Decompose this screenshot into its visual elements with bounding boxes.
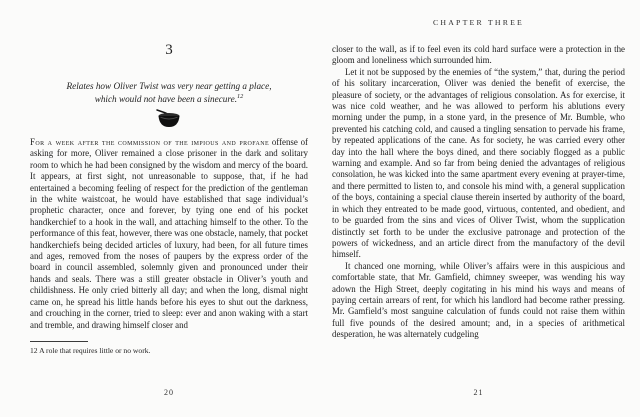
body-paragraph — [30, 137, 308, 331]
left-page — [30, 0, 308, 417]
footnote-text: A role that requires little or no work. — [39, 346, 151, 355]
chapter-epigraph — [30, 80, 308, 106]
epigraph-line-2: which would not have been a sinecure. — [94, 94, 237, 104]
chapter-number: 3 — [165, 42, 173, 58]
chapter-ornament — [30, 108, 308, 135]
footnote-rule — [30, 341, 88, 342]
footnote-reference: 12 — [237, 92, 244, 100]
running-head: CHAPTER THREE — [432, 18, 525, 27]
left-page-body — [30, 137, 308, 331]
body-paragraph: closer to the wall, as if to feel even its cold hard surface were a protection in the gloom and loneliness which surrounded him. — [332, 44, 625, 66]
right-page-number: 21 — [473, 388, 484, 397]
right-page-body — [332, 44, 625, 341]
body-paragraph: It chanced one morning, while Oliver’s affairs were in this auspicious and comfortable state, that Mr. Gamfield, chimney sweeper, was wending his way adown the High Street, deeply cogitating in his mind his ways and means of paying certain arrears of rent, for which his landlord had become rather pressing. Mr. Gamfield’s most sanguine calculation of funds could not raise them within full five pounds of the desired amount; and, in a species of arithmetical desperation, he was alternately cudgeling — [332, 260, 625, 340]
body-paragraph: Let it not be supposed by the enemies of “the system,” that, during the period of his solitary incarceration, Oliver was denied the benefit of exercise, the pleasure of society, or the advantages of religious consolation. As for exercise, it was nice cold weather, and he was allowed to perform his ablutions every morning under the pump, in a stone yard, in the presence of Mr. Bumble, who prevented his catching cold, and caused a tingling sensation to pervade his frame, by repeated applications of the cane. As for society, he was carried every other day into the hall where the boys dined, and there sociably flogged as a public warning and example. And so far from being denied the advantages of religious consolation, he was kicked into the same apartment every evening at prayer-time, and there permitted to listen to, and console his mind with, a general supplication of the boys, containing a special clause therein inserted by authority of the board, in which they entreated to be made good, virtuous, contented, and obedient, and to be guarded from the sins and vices of Oliver Twist, whom the supplication distinctly set forth to be under the exclusive patronage and protection of the powers of wickedness, and an article direct from the manufactory of the devil himself. — [332, 66, 625, 260]
epigraph-line-1: Relates how Oliver Twist was very near getting a place, — [66, 81, 272, 91]
paragraph-lead-small-caps: For a week after the commission of the impious and profane — [30, 137, 270, 147]
left-page-number: 20 — [164, 388, 174, 397]
gruel-bowl-icon — [154, 108, 184, 130]
right-page — [332, 0, 625, 417]
paragraph-continuation: offense of asking for more, Oliver remained a close prisoner in the dark and solitary room to which he had been consigned by the wisdom and mercy of the board. It appears, at first sight, not unreasonable to suppose, that, if he had entertained a becoming feeling of respect for the prediction of the gentleman in the white waistcoat, he would have established that sage individual’s prophetic character, once and forever, by tying one end of his pocket handkerchief to a hook in the wall, and attaching himself to the other. To the performance of this feat, however, there was one obstacle, namely, that pocket handkerchiefs being decided articles of luxury, had been, for all future times and ages, removed from the noses of paupers by the express order of the board in council assembled, solemnly given and pronounced under their hands and seals. There was a still greater obstacle in Oliver’s youth and childishness. He only cried bitterly all day; and when the long, dismal night came on, he spread his little hands before his eyes to shut out the darkness, and crouching in the corner, tried to sleep: ever and anon waking with a start and tremble, and drawing himself closer and — [30, 137, 308, 330]
footnote-marker: 12 — [30, 346, 38, 355]
footnote — [30, 341, 308, 355]
